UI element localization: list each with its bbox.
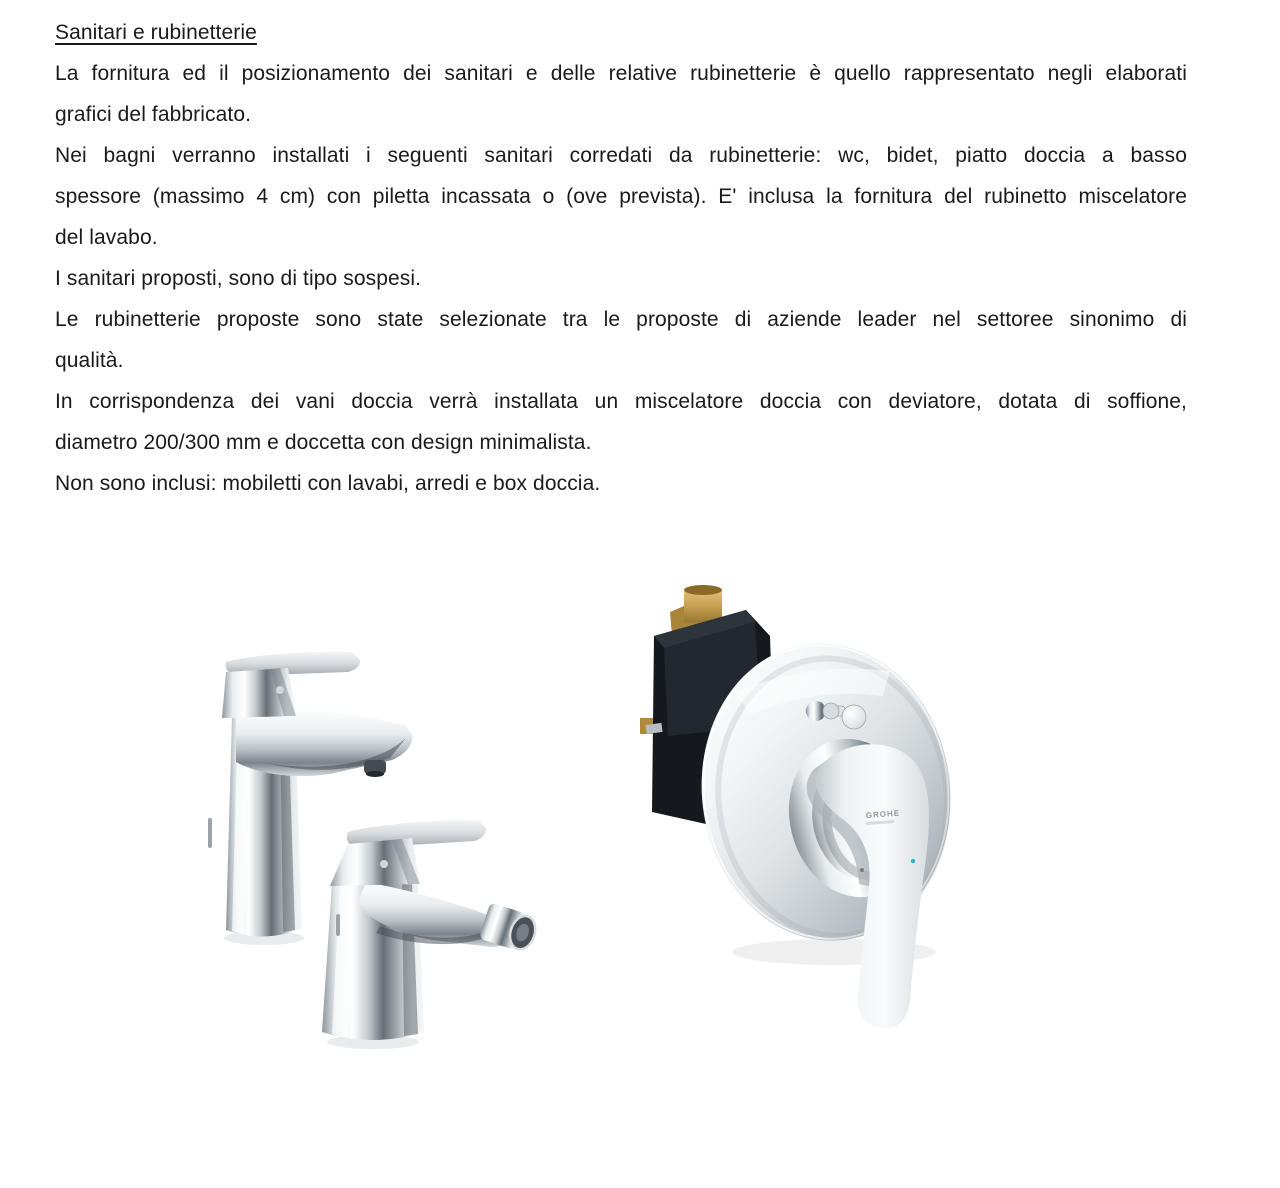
- paragraph: [55, 135, 1187, 258]
- paragraph: [55, 381, 1187, 463]
- cone-dot: [380, 860, 388, 868]
- cone-dot: [276, 686, 284, 694]
- paragraph: [55, 299, 1187, 381]
- shower-mixer-image: [628, 578, 1060, 1066]
- text-line: grafici del fabbricato.: [55, 103, 252, 126]
- text-line: La fornitura ed il posizionamento dei sanitari e delle relative rubinetterie è quello rappresentato negli elaborati: [55, 62, 1187, 85]
- document-title: Sanitari e rubinetterie: [55, 21, 257, 44]
- text-line: Le rubinetterie proposte sono state selezionate tra le proposte di aziende leader nel settoree sinonimo di: [55, 308, 1187, 331]
- shower-mixer-illustration: [628, 578, 1060, 1066]
- faucet-pair-illustration: [180, 622, 610, 1077]
- indicator-dot-teal: [911, 859, 915, 863]
- text-line: I sanitari proposti, sono di tipo sospesi.: [55, 267, 422, 290]
- paragraph: [55, 463, 1187, 504]
- faucet-pair-image: [180, 622, 610, 1077]
- text-line: Non sono inclusi: mobiletti con lavabi, arredi e box doccia.: [55, 472, 601, 495]
- bidet-mixer-illustration: [322, 820, 540, 1049]
- grohe-logo-text: GROHE: [865, 808, 901, 820]
- indicator-dot-dark: [860, 868, 864, 872]
- text-line: del lavabo.: [55, 226, 158, 249]
- aerator-head: [479, 902, 540, 954]
- paragraph: [55, 53, 1187, 135]
- document-text-block: [55, 12, 1187, 504]
- popup-rod: [336, 914, 340, 936]
- text-line: Nei bagni verranno installati i seguenti sanitari corredati da rubinetterie: wc, bidet, piatto doccia a basso: [55, 144, 1187, 167]
- text-line: qualità.: [55, 349, 124, 372]
- text-line: diametro 200/300 mm e doccetta con design minimalista.: [55, 431, 592, 454]
- text-line: spessore (massimo 4 cm) con piletta incassata o (ove prevista). E' inclusa la fornitura del rubinetto miscelatore: [55, 185, 1187, 208]
- text-line: In corrispondenza dei vani doccia verrà installata un miscelatore doccia con deviatore, dotata di soffione,: [55, 390, 1187, 413]
- document-paragraphs: [55, 53, 1187, 504]
- popup-rod: [208, 818, 212, 848]
- paragraph: [55, 258, 1187, 299]
